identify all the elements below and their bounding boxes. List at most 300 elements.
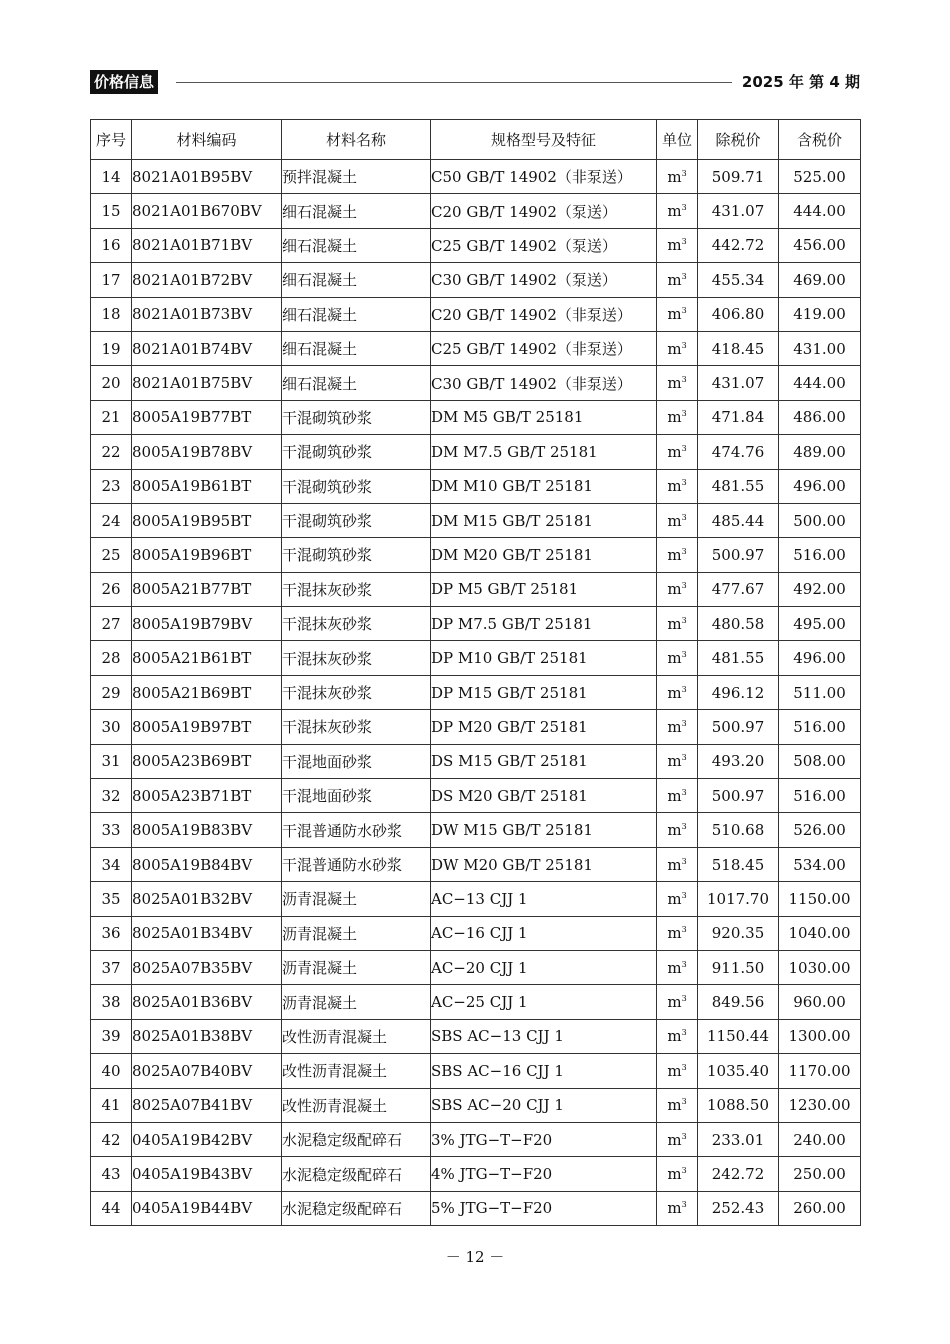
cell-price-ex-tax: 474.76: [698, 435, 779, 469]
unit-exponent: 3: [681, 1028, 687, 1038]
cell-unit: [657, 194, 698, 228]
cell-unit: [657, 1191, 698, 1225]
unit-exponent: 3: [681, 650, 687, 660]
cell-spec: DS M20 GB/T 25181: [431, 779, 657, 813]
cell-name: 细石混凝土: [282, 263, 431, 297]
cell-no: 28: [91, 641, 132, 675]
cell-unit: [657, 1157, 698, 1191]
col-header-code: 材料编码: [132, 120, 282, 160]
cell-unit: [657, 263, 698, 297]
cell-no: 21: [91, 400, 132, 434]
cell-price-inc-tax: 525.00: [779, 160, 861, 194]
unit-base: m: [667, 717, 682, 736]
unit-base: m: [667, 1096, 682, 1115]
cell-spec: C25 GB/T 14902（非泵送）: [431, 331, 657, 365]
cell-code: 8025A01B32BV: [132, 882, 282, 916]
cell-no: 32: [91, 779, 132, 813]
cell-price-ex-tax: 485.44: [698, 503, 779, 537]
cell-price-inc-tax: 960.00: [779, 985, 861, 1019]
cell-price-ex-tax: 481.55: [698, 469, 779, 503]
cell-unit: [657, 607, 698, 641]
unit-exponent: 3: [681, 718, 687, 728]
col-header-unit: 单位: [657, 120, 698, 160]
cell-spec: DP M20 GB/T 25181: [431, 710, 657, 744]
cell-price-inc-tax: 489.00: [779, 435, 861, 469]
cell-price-ex-tax: 509.71: [698, 160, 779, 194]
cell-unit: [657, 503, 698, 537]
unit-base: m: [667, 339, 682, 358]
cell-price-ex-tax: 500.97: [698, 538, 779, 572]
cell-spec: DW M20 GB/T 25181: [431, 847, 657, 881]
cell-code: 8021A01B74BV: [132, 331, 282, 365]
cell-spec: 5% JTG−T−F20: [431, 1191, 657, 1225]
table-row: [91, 1122, 861, 1156]
cell-price-ex-tax: 480.58: [698, 607, 779, 641]
unit-base: m: [667, 821, 682, 840]
cell-price-inc-tax: 492.00: [779, 572, 861, 606]
cell-price-ex-tax: 481.55: [698, 641, 779, 675]
cell-price-inc-tax: 516.00: [779, 779, 861, 813]
cell-name: 细石混凝土: [282, 366, 431, 400]
table-row: [91, 950, 861, 984]
cell-price-ex-tax: 455.34: [698, 263, 779, 297]
table-row: [91, 675, 861, 709]
cell-no: 43: [91, 1157, 132, 1191]
cell-code: 8021A01B72BV: [132, 263, 282, 297]
cell-price-inc-tax: 419.00: [779, 297, 861, 331]
cell-price-inc-tax: 1230.00: [779, 1088, 861, 1122]
cell-price-ex-tax: 442.72: [698, 228, 779, 262]
cell-unit: [657, 400, 698, 434]
unit-base: m: [667, 374, 682, 393]
cell-code: 8005A21B77BT: [132, 572, 282, 606]
unit-base: m: [667, 958, 682, 977]
cell-spec: AC−13 CJJ 1: [431, 882, 657, 916]
cell-spec: AC−16 CJJ 1: [431, 916, 657, 950]
cell-no: 22: [91, 435, 132, 469]
cell-price-ex-tax: 911.50: [698, 950, 779, 984]
cell-code: 8005A19B79BV: [132, 607, 282, 641]
unit-exponent: 3: [681, 615, 687, 625]
cell-price-inc-tax: 486.00: [779, 400, 861, 434]
cell-price-inc-tax: 496.00: [779, 641, 861, 675]
table-body: [91, 160, 861, 1226]
cell-price-inc-tax: 456.00: [779, 228, 861, 262]
unit-base: m: [667, 167, 682, 186]
table-row: [91, 572, 861, 606]
table-row: [91, 882, 861, 916]
cell-no: 20: [91, 366, 132, 400]
cell-price-ex-tax: 1035.40: [698, 1054, 779, 1088]
cell-price-ex-tax: 1088.50: [698, 1088, 779, 1122]
table-row: [91, 744, 861, 778]
cell-unit: [657, 435, 698, 469]
table-row: [91, 366, 861, 400]
unit-base: m: [667, 408, 682, 427]
cell-spec: DS M15 GB/T 25181: [431, 744, 657, 778]
cell-code: 8021A01B75BV: [132, 366, 282, 400]
cell-price-ex-tax: 849.56: [698, 985, 779, 1019]
cell-price-inc-tax: 495.00: [779, 607, 861, 641]
cell-spec: DM M20 GB/T 25181: [431, 538, 657, 572]
unit-base: m: [667, 545, 682, 564]
cell-unit: [657, 744, 698, 778]
cell-unit: [657, 538, 698, 572]
cell-no: 23: [91, 469, 132, 503]
cell-spec: C25 GB/T 14902（泵送）: [431, 228, 657, 262]
cell-name: 细石混凝土: [282, 297, 431, 331]
cell-code: 8025A07B40BV: [132, 1054, 282, 1088]
unit-exponent: 3: [681, 1166, 687, 1176]
cell-unit: [657, 641, 698, 675]
col-header-spec: 规格型号及特征: [431, 120, 657, 160]
cell-price-inc-tax: 516.00: [779, 538, 861, 572]
unit-exponent: 3: [681, 1097, 687, 1107]
cell-spec: C20 GB/T 14902（泵送）: [431, 194, 657, 228]
cell-price-inc-tax: 250.00: [779, 1157, 861, 1191]
cell-code: 8005A19B77BT: [132, 400, 282, 434]
unit-base: m: [667, 752, 682, 771]
cell-name: 干混普通防水砂浆: [282, 813, 431, 847]
cell-spec: AC−25 CJJ 1: [431, 985, 657, 1019]
cell-no: 26: [91, 572, 132, 606]
cell-code: 8005A19B78BV: [132, 435, 282, 469]
cell-code: 0405A19B43BV: [132, 1157, 282, 1191]
cell-code: 8005A21B69BT: [132, 675, 282, 709]
cell-spec: SBS AC−16 CJJ 1: [431, 1054, 657, 1088]
cell-price-inc-tax: 516.00: [779, 710, 861, 744]
cell-spec: C30 GB/T 14902（非泵送）: [431, 366, 657, 400]
unit-exponent: 3: [681, 168, 687, 178]
cell-name: 改性沥青混凝土: [282, 1088, 431, 1122]
cell-price-inc-tax: 1030.00: [779, 950, 861, 984]
table-row: [91, 194, 861, 228]
cell-no: 31: [91, 744, 132, 778]
cell-price-inc-tax: 444.00: [779, 194, 861, 228]
unit-base: m: [667, 1027, 682, 1046]
cell-name: 干混抹灰砂浆: [282, 607, 431, 641]
cell-price-ex-tax: 496.12: [698, 675, 779, 709]
cell-price-inc-tax: 500.00: [779, 503, 861, 537]
page-number: － 12 －: [445, 1248, 505, 1266]
cell-unit: [657, 366, 698, 400]
cell-price-ex-tax: 500.97: [698, 779, 779, 813]
cell-code: 8025A01B38BV: [132, 1019, 282, 1053]
cell-price-inc-tax: 431.00: [779, 331, 861, 365]
unit-exponent: 3: [681, 1062, 687, 1072]
col-header-price-ex-tax: 除税价: [698, 120, 779, 160]
unit-base: m: [667, 993, 682, 1012]
cell-code: 0405A19B44BV: [132, 1191, 282, 1225]
cell-code: 0405A19B42BV: [132, 1122, 282, 1156]
cell-code: 8005A23B69BT: [132, 744, 282, 778]
unit-base: m: [667, 786, 682, 805]
cell-price-inc-tax: 469.00: [779, 263, 861, 297]
cell-name: 干混砌筑砂浆: [282, 503, 431, 537]
unit-base: m: [667, 683, 682, 702]
cell-name: 水泥稳定级配碎石: [282, 1122, 431, 1156]
cell-name: 改性沥青混凝土: [282, 1019, 431, 1053]
cell-no: 40: [91, 1054, 132, 1088]
cell-unit: [657, 1019, 698, 1053]
table-row: [91, 1054, 861, 1088]
unit-exponent: 3: [681, 203, 687, 213]
cell-code: 8005A19B84BV: [132, 847, 282, 881]
cell-price-inc-tax: 1150.00: [779, 882, 861, 916]
cell-price-ex-tax: 406.80: [698, 297, 779, 331]
cell-spec: SBS AC−13 CJJ 1: [431, 1019, 657, 1053]
cell-unit: [657, 1088, 698, 1122]
unit-exponent: 3: [681, 478, 687, 488]
cell-name: 干混砌筑砂浆: [282, 400, 431, 434]
cell-price-ex-tax: 1150.44: [698, 1019, 779, 1053]
table-row: [91, 160, 861, 194]
unit-exponent: 3: [681, 375, 687, 385]
cell-unit: [657, 916, 698, 950]
table-row: [91, 469, 861, 503]
cell-name: 沥青混凝土: [282, 950, 431, 984]
cell-name: 沥青混凝土: [282, 916, 431, 950]
cell-price-ex-tax: 233.01: [698, 1122, 779, 1156]
cell-name: 干混普通防水砂浆: [282, 847, 431, 881]
unit-base: m: [667, 202, 682, 221]
cell-price-inc-tax: 444.00: [779, 366, 861, 400]
cell-name: 水泥稳定级配碎石: [282, 1191, 431, 1225]
cell-code: 8021A01B73BV: [132, 297, 282, 331]
cell-price-ex-tax: 493.20: [698, 744, 779, 778]
cell-price-ex-tax: 500.97: [698, 710, 779, 744]
unit-exponent: 3: [681, 443, 687, 453]
cell-name: 干混砌筑砂浆: [282, 469, 431, 503]
cell-spec: 3% JTG−T−F20: [431, 1122, 657, 1156]
price-table: [90, 119, 861, 1226]
unit-exponent: 3: [681, 581, 687, 591]
cell-no: 30: [91, 710, 132, 744]
cell-name: 干混地面砂浆: [282, 744, 431, 778]
unit-base: m: [667, 1061, 682, 1080]
unit-base: m: [667, 236, 682, 255]
cell-no: 24: [91, 503, 132, 537]
unit-exponent: 3: [681, 684, 687, 694]
unit-exponent: 3: [681, 271, 687, 281]
cell-price-ex-tax: 242.72: [698, 1157, 779, 1191]
unit-base: m: [667, 511, 682, 530]
cell-code: 8025A01B34BV: [132, 916, 282, 950]
cell-code: 8025A07B41BV: [132, 1088, 282, 1122]
cell-unit: [657, 675, 698, 709]
table-row: [91, 538, 861, 572]
table-row: [91, 435, 861, 469]
cell-unit: [657, 228, 698, 262]
cell-spec: DM M5 GB/T 25181: [431, 400, 657, 434]
cell-name: 干混抹灰砂浆: [282, 641, 431, 675]
cell-name: 细石混凝土: [282, 194, 431, 228]
unit-exponent: 3: [681, 822, 687, 832]
cell-code: 8005A19B83BV: [132, 813, 282, 847]
cell-price-inc-tax: 496.00: [779, 469, 861, 503]
cell-spec: DW M15 GB/T 25181: [431, 813, 657, 847]
cell-spec: DP M15 GB/T 25181: [431, 675, 657, 709]
cell-no: 25: [91, 538, 132, 572]
cell-spec: SBS AC−20 CJJ 1: [431, 1088, 657, 1122]
cell-spec: C20 GB/T 14902（非泵送）: [431, 297, 657, 331]
cell-price-ex-tax: 920.35: [698, 916, 779, 950]
cell-no: 33: [91, 813, 132, 847]
table-row: [91, 297, 861, 331]
unit-exponent: 3: [681, 306, 687, 316]
cell-no: 39: [91, 1019, 132, 1053]
cell-unit: [657, 779, 698, 813]
unit-exponent: 3: [681, 959, 687, 969]
unit-exponent: 3: [681, 856, 687, 866]
cell-no: 18: [91, 297, 132, 331]
table-row: [91, 916, 861, 950]
cell-price-ex-tax: 431.07: [698, 366, 779, 400]
cell-spec: C30 GB/T 14902（泵送）: [431, 263, 657, 297]
unit-exponent: 3: [681, 890, 687, 900]
unit-exponent: 3: [681, 340, 687, 350]
cell-code: 8005A19B95BT: [132, 503, 282, 537]
cell-unit: [657, 813, 698, 847]
cell-unit: [657, 572, 698, 606]
cell-price-ex-tax: 1017.70: [698, 882, 779, 916]
cell-spec: DM M10 GB/T 25181: [431, 469, 657, 503]
table-row: [91, 263, 861, 297]
cell-price-ex-tax: 518.45: [698, 847, 779, 881]
cell-code: 8005A19B61BT: [132, 469, 282, 503]
cell-spec: 4% JTG−T−F20: [431, 1157, 657, 1191]
cell-no: 17: [91, 263, 132, 297]
cell-price-ex-tax: 431.07: [698, 194, 779, 228]
cell-no: 15: [91, 194, 132, 228]
table-row: [91, 779, 861, 813]
cell-code: 8021A01B670BV: [132, 194, 282, 228]
cell-no: 38: [91, 985, 132, 1019]
cell-name: 沥青混凝土: [282, 882, 431, 916]
cell-name: 干混抹灰砂浆: [282, 675, 431, 709]
cell-name: 细石混凝土: [282, 228, 431, 262]
cell-name: 干混抹灰砂浆: [282, 710, 431, 744]
table-row: [91, 985, 861, 1019]
cell-spec: C50 GB/T 14902（非泵送）: [431, 160, 657, 194]
table-row: [91, 331, 861, 365]
cell-price-inc-tax: 1040.00: [779, 916, 861, 950]
cell-spec: DP M5 GB/T 25181: [431, 572, 657, 606]
cell-no: 19: [91, 331, 132, 365]
cell-price-ex-tax: 418.45: [698, 331, 779, 365]
cell-spec: DP M7.5 GB/T 25181: [431, 607, 657, 641]
cell-code: 8005A21B61BT: [132, 641, 282, 675]
cell-price-inc-tax: 1170.00: [779, 1054, 861, 1088]
table-row: [91, 710, 861, 744]
unit-base: m: [667, 580, 682, 599]
cell-no: 41: [91, 1088, 132, 1122]
cell-no: 36: [91, 916, 132, 950]
table-row: [91, 607, 861, 641]
unit-base: m: [667, 889, 682, 908]
cell-unit: [657, 469, 698, 503]
cell-code: 8025A01B36BV: [132, 985, 282, 1019]
unit-base: m: [667, 649, 682, 668]
cell-unit: [657, 297, 698, 331]
unit-base: m: [667, 270, 682, 289]
unit-base: m: [667, 477, 682, 496]
cell-unit: [657, 950, 698, 984]
unit-exponent: 3: [681, 753, 687, 763]
cell-no: 16: [91, 228, 132, 262]
unit-base: m: [667, 1130, 682, 1149]
header-rule: [176, 82, 732, 83]
cell-name: 干混地面砂浆: [282, 779, 431, 813]
cell-code: 8021A01B95BV: [132, 160, 282, 194]
unit-base: m: [667, 614, 682, 633]
cell-price-inc-tax: 526.00: [779, 813, 861, 847]
cell-price-inc-tax: 534.00: [779, 847, 861, 881]
unit-base: m: [667, 442, 682, 461]
table-row: [91, 847, 861, 881]
unit-base: m: [667, 1199, 682, 1218]
cell-unit: [657, 882, 698, 916]
cell-name: 水泥稳定级配碎石: [282, 1157, 431, 1191]
unit-base: m: [667, 1165, 682, 1184]
cell-name: 细石混凝土: [282, 331, 431, 365]
table-row: [91, 641, 861, 675]
cell-price-ex-tax: 471.84: [698, 400, 779, 434]
cell-no: 44: [91, 1191, 132, 1225]
cell-no: 42: [91, 1122, 132, 1156]
cell-name: 沥青混凝土: [282, 985, 431, 1019]
cell-price-inc-tax: 1300.00: [779, 1019, 861, 1053]
cell-unit: [657, 1122, 698, 1156]
cell-unit: [657, 710, 698, 744]
unit-exponent: 3: [681, 237, 687, 247]
issue-label: 2025 年 第 4 期: [741, 73, 860, 91]
cell-name: 干混抹灰砂浆: [282, 572, 431, 606]
section-label: 价格信息: [90, 70, 158, 94]
table-row: [91, 1088, 861, 1122]
cell-no: 35: [91, 882, 132, 916]
unit-base: m: [667, 305, 682, 324]
cell-no: 29: [91, 675, 132, 709]
unit-exponent: 3: [681, 512, 687, 522]
cell-spec: AC−20 CJJ 1: [431, 950, 657, 984]
cell-price-ex-tax: 477.67: [698, 572, 779, 606]
table-row: [91, 1157, 861, 1191]
page-header: [90, 70, 860, 94]
cell-price-inc-tax: 508.00: [779, 744, 861, 778]
unit-exponent: 3: [681, 787, 687, 797]
table-row: [91, 503, 861, 537]
cell-code: 8005A23B71BT: [132, 779, 282, 813]
table-row: [91, 228, 861, 262]
unit-exponent: 3: [681, 1131, 687, 1141]
cell-code: 8021A01B71BV: [132, 228, 282, 262]
cell-price-inc-tax: 511.00: [779, 675, 861, 709]
cell-unit: [657, 160, 698, 194]
cell-spec: DP M10 GB/T 25181: [431, 641, 657, 675]
cell-unit: [657, 331, 698, 365]
cell-code: 8005A19B97BT: [132, 710, 282, 744]
unit-base: m: [667, 924, 682, 943]
cell-spec: DM M15 GB/T 25181: [431, 503, 657, 537]
cell-unit: [657, 847, 698, 881]
unit-exponent: 3: [681, 546, 687, 556]
table-row: [91, 1019, 861, 1053]
cell-price-inc-tax: 260.00: [779, 1191, 861, 1225]
unit-exponent: 3: [681, 409, 687, 419]
cell-unit: [657, 1054, 698, 1088]
col-header-name: 材料名称: [282, 120, 431, 160]
